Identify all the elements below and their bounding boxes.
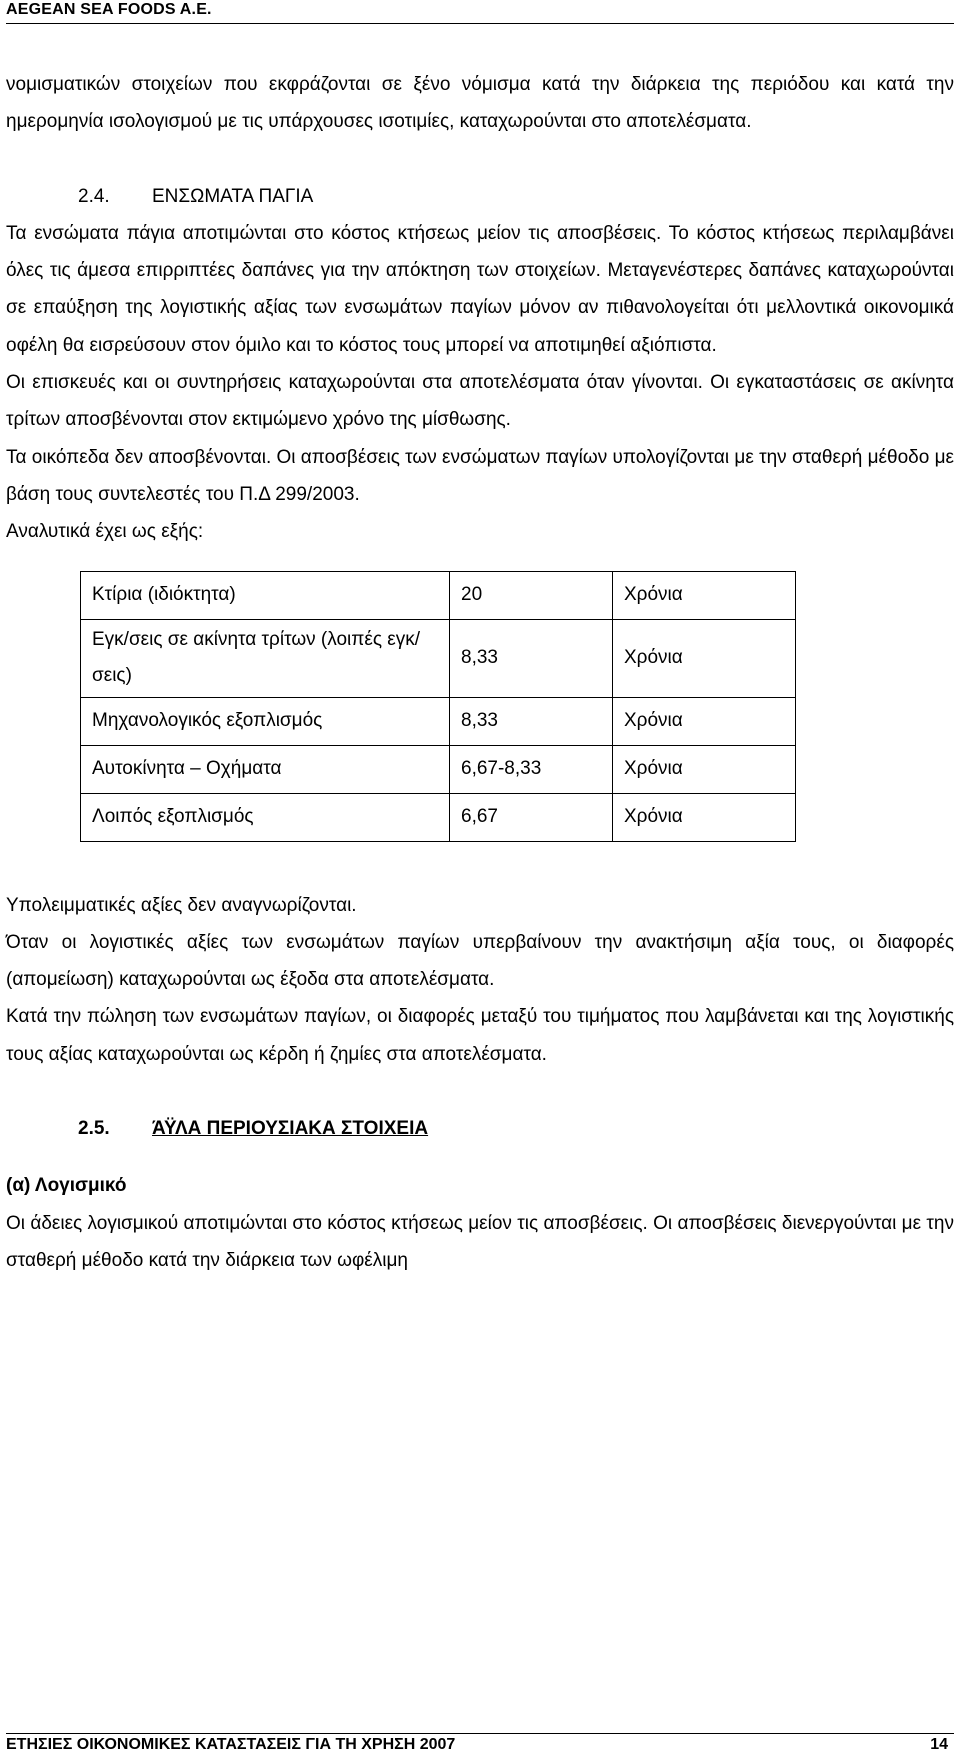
footer-rule (6, 1733, 954, 1734)
unit-label: Χρόνια (613, 619, 796, 697)
useful-life-years: 20 (450, 571, 613, 619)
document-footer (6, 1736, 948, 1754)
document-header: AEGEAN SEA FOODS A.E. (6, 1, 212, 18)
useful-life-years: 8,33 (450, 619, 613, 697)
section-title: ΕΝΣΩΜΑΤΑ ΠΑΓΙΑ (152, 185, 314, 207)
paragraph: Όταν οι λογιστικές αξίες των ενσωμάτων παγίων υπερβαίνουν την ανακτήσιμη αξία τους, οι διαφορές (απομείωση) καταχωρούνται ως έξοδα στα αποτελέσματα. (6, 931, 954, 991)
paragraph: Τα οικόπεδα δεν αποσβένονται. Οι αποσβέσεις των ενσώματων παγίων υπολογίζονται με την σταθερή μέθοδο με βάση τους συντελεστές του Π.Δ 299/2003. (6, 446, 954, 505)
asset-category: Αυτοκίνητα – Οχήματα (81, 745, 450, 793)
asset-category: Μηχανολογικός εξοπλισμός (81, 697, 450, 745)
footer-title: ΕΤΗΣΙΕΣ ΟΙΚΟΝΟΜΙΚΕΣ ΚΑΤΑΣΤΑΣΕΙΣ ΓΙΑ ΤΗ ΧΡΗΣΗ 2007 (6, 1736, 456, 1753)
unit-label: Χρόνια (613, 745, 796, 793)
section-heading-2-4 (6, 178, 954, 215)
table-row (81, 745, 796, 793)
paragraph: Τα ενσώματα πάγια αποτιμώνται στο κόστος κτήσεως μείον τις αποσβέσεις. Το κόστος κτήσεως περιλαμβάνει όλες τις άμεσα επιρριπτέες δαπάνες για την απόκτηση των στοιχείων. Μεταγενέστερες δαπάνες καταχωρούνται σε επαύξηση της λογιστικής αξίας των ενσωμάτων παγίων μόνον αν πιθανολογείται ότι μελλοντικά οικονομικά οφέλη θα εισρεύσουν στον όμιλο και το κόστος τους μπορεί να αποτιμηθεί αξιόπιστα. (6, 222, 954, 356)
asset-category: Λοιπός εξοπλισμός (81, 793, 450, 841)
paragraph: Αναλυτικά έχει ως εξής: (6, 521, 204, 543)
depreciation-table (80, 571, 796, 842)
paragraph: Κατά την πώληση των ενσωμάτων παγίων, οι διαφορές μεταξύ του τιμήματος που λαμβάνεται και της λογιστικής τους αξίας καταχωρούνται ως κέρδη ή ζημίες στα αποτελέσματα. (6, 1006, 954, 1065)
useful-life-years: 6,67-8,33 (450, 745, 613, 793)
paragraph: Υπολειμματικές αξίες δεν αναγνωρίζονται. (6, 894, 357, 916)
intro-paragraph: νομισματικών στοιχείων που εκφράζονται σε ξένο νόμισμα κατά την διάρκεια της περιόδου και κατά την ημερομηνία ισολογισμού με τις υπάρχουσες ισοτιμίες, καταχωρούνται στο αποτελέσματα. (6, 74, 954, 133)
unit-label: Χρόνια (613, 697, 796, 745)
useful-life-years: 6,67 (450, 793, 613, 841)
header-rule (6, 23, 954, 24)
section-number: 2.4. (78, 185, 110, 207)
table-row (81, 697, 796, 745)
table-row (81, 619, 796, 697)
asset-category: Κτίρια (ιδιόκτητα) (81, 571, 450, 619)
table-row (81, 793, 796, 841)
paragraph: Οι επισκευές και οι συντηρήσεις καταχωρούνται στα αποτελέσματα όταν γίνονται. Οι εγκαταστάσεις σε ακίνητα τρίτων αποσβένονται στον εκτιμώμενο χρόνο της μίσθωσης. (6, 372, 954, 431)
useful-life-years: 8,33 (450, 697, 613, 745)
subsection-heading: (α) Λογισμικό (6, 1175, 127, 1197)
section-title: ΆΫΛΑ ΠΕΡΙΟΥΣΙΑΚΑ ΣΤΟΙΧΕΙΑ (152, 1118, 429, 1140)
asset-category: Εγκ/σεις σε ακίνητα τρίτων (λοιπές εγκ/σεις) (81, 619, 450, 697)
unit-label: Χρόνια (613, 793, 796, 841)
section-heading-2-5 (6, 1110, 954, 1147)
table-row (81, 571, 796, 619)
paragraph: Οι άδειες λογισμικού αποτιμώνται στο κόστος κτήσεως μείον τις αποσβέσεις. Οι αποσβέσεις διενεργούνται με την σταθερή μέθοδο κατά την διάρκεια των ωφέλιμη (6, 1212, 954, 1271)
page-body (6, 66, 954, 1279)
page-number: 14 (930, 1736, 948, 1753)
unit-label: Χρόνια (613, 571, 796, 619)
section-number: 2.5. (78, 1118, 110, 1140)
